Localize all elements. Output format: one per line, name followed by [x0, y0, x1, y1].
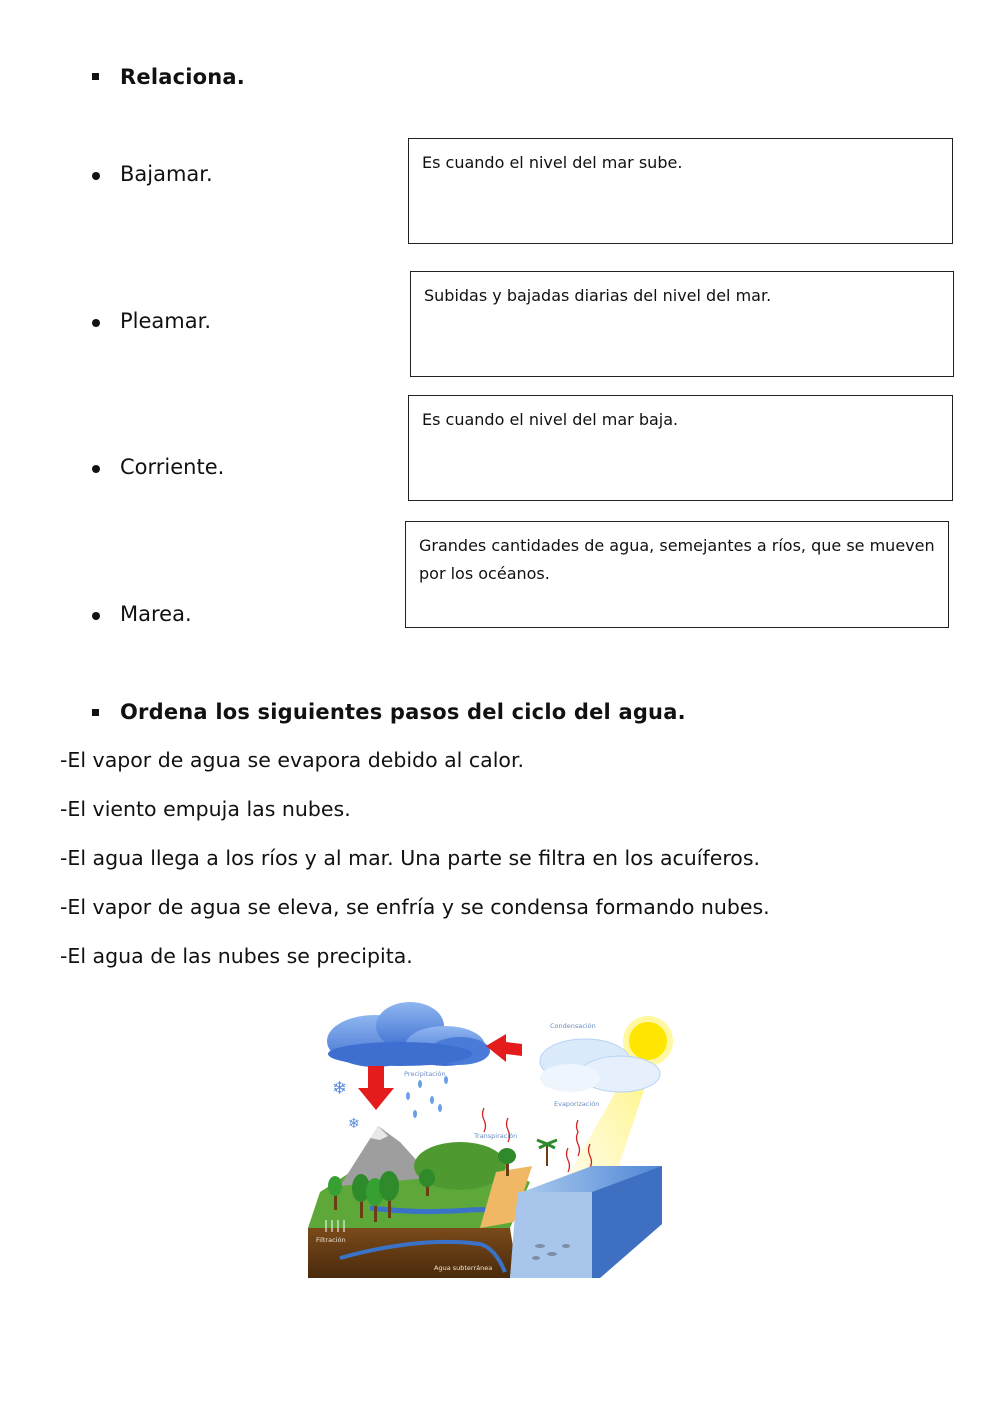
bullet — [92, 172, 100, 180]
bullet — [92, 612, 100, 620]
definition-box-2[interactable]: Subidas y bajadas diarias del nivel del mar. — [410, 271, 954, 377]
snowflake-icon: ❄ — [332, 1078, 348, 1099]
definition-box-3[interactable]: Es cuando el nivel del mar baja. — [408, 395, 953, 501]
label-precipitation: Precipitación — [404, 1070, 446, 1078]
label-evaporation: Evaporización — [554, 1100, 600, 1108]
section-heading-ordena: Ordena los siguientes pasos del ciclo del agua. — [120, 700, 686, 724]
bullet — [92, 465, 100, 473]
label-groundwater: Agua subterránea — [434, 1264, 493, 1272]
section-heading-relaciona: Relaciona. — [120, 65, 245, 89]
water-cycle-diagram — [300, 996, 700, 1286]
step-item[interactable]: -El viento empuja las nubes. — [60, 797, 351, 821]
water-cycle-illustration — [300, 996, 700, 1286]
bullet — [92, 319, 100, 327]
precipitation-arrow-icon — [358, 1066, 394, 1110]
label-infiltration: Filtración — [316, 1236, 346, 1244]
term-bajamar[interactable]: Bajamar. — [120, 162, 213, 186]
label-transpiration: Transpiración — [474, 1132, 518, 1140]
step-item[interactable]: -El vapor de agua se eleva, se enfría y se condensa formando nubes. — [60, 895, 770, 919]
square-bullet — [92, 73, 99, 80]
rain-drops — [406, 1076, 448, 1118]
definition-box-4[interactable]: Grandes cantidades de agua, semejantes a ríos, que se mueven por los océanos. — [405, 521, 949, 628]
square-bullet — [92, 709, 99, 716]
term-corriente[interactable]: Corriente. — [120, 455, 225, 479]
step-item[interactable]: -El agua llega a los ríos y al mar. Una parte se filtra en los acuíferos. — [60, 846, 761, 870]
wind-arrow-icon — [486, 1034, 522, 1062]
term-marea[interactable]: Marea. — [120, 602, 192, 626]
rain-cloud-icon — [327, 1002, 490, 1067]
snowflake-icon: ❄ — [348, 1116, 360, 1132]
step-item[interactable]: -El vapor de agua se evapora debido al calor. — [60, 748, 525, 772]
definition-box-1[interactable]: Es cuando el nivel del mar sube. — [408, 138, 953, 244]
step-item[interactable]: -El agua de las nubes se precipita. — [60, 944, 413, 968]
term-pleamar[interactable]: Pleamar. — [120, 309, 211, 333]
label-condensation: Condensación — [550, 1022, 596, 1030]
